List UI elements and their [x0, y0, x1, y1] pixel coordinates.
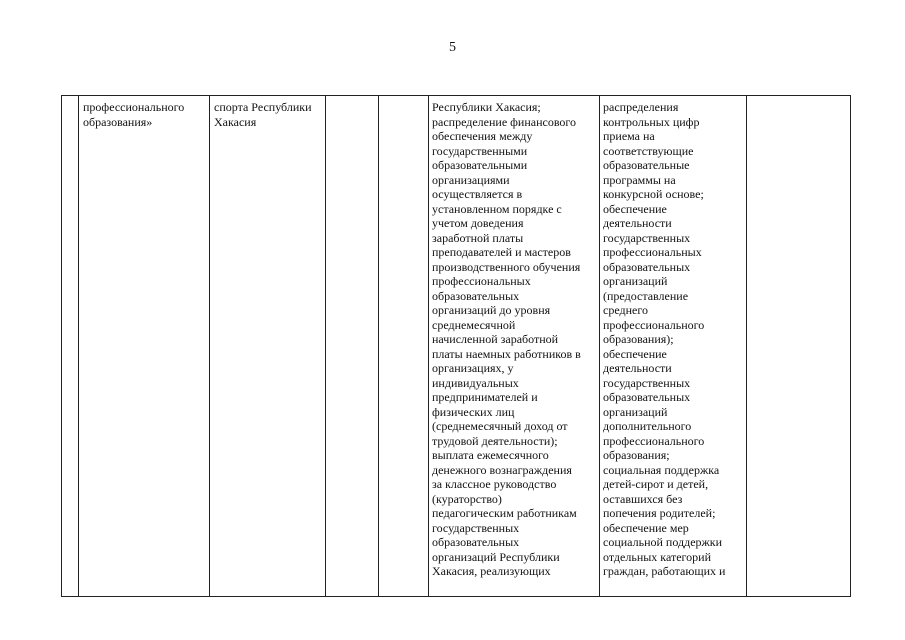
table-cell-description: Республики Хакасия; распределение финансового обеспечения между государственными образовательными организациями осуществляется в установленном порядке с учетом доведения заработной платы преподавателей и мастеров производственного обучения профессиональных образовательных организаций до уровня среднемесячной начисленной заработной платы наемных работников в организациях, у индивидуальных предпринимателей и физических лиц (среднемесячный доход от трудовой деятельности); выплата ежемесячного денежного вознаграждения за классное руководство (кураторство) педагогическим работникам государственных образовательных организаций Республики Хакасия, реализующих	[432, 100, 581, 578]
table-cell-program-name: профессионального образования»	[83, 100, 185, 129]
table-column-divider	[325, 95, 326, 597]
table-cell-executor: спорта Республики Хакасия	[214, 100, 312, 129]
table-column-divider	[428, 95, 429, 597]
table-column-divider	[78, 95, 79, 597]
table-cell-activities: распределения контрольных цифр приема на соответствующие образовательные программы на конкурсной основе; обеспечение деятельности государственных профессиональных образовательных организаций (предоставление среднего профессионального образования); обеспечение деятельности государственных образовательных организаций дополнительного профессионального образования; социальная поддержка детей-сирот и детей, оставшихся без попечения родителей; обеспечение мер социальной поддержки отдельных категорий граждан, работающих и	[603, 100, 726, 578]
page-number: 5	[449, 40, 456, 55]
table-column-divider	[209, 95, 210, 597]
table-column-divider	[378, 95, 379, 597]
table-column-divider	[746, 95, 747, 597]
